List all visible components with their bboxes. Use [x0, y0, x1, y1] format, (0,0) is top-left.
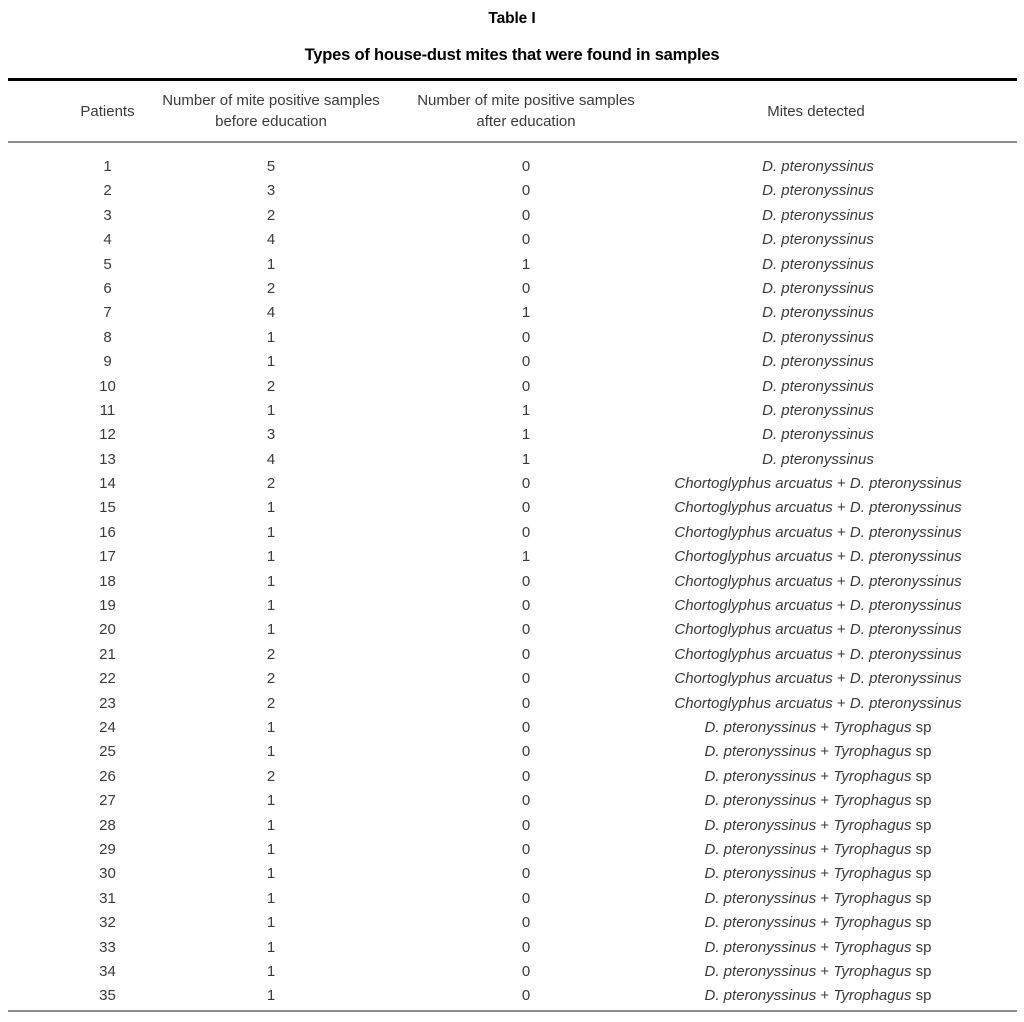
mite-species-primary: Chortoglyphus arcuatus	[674, 475, 833, 493]
cell-samples-after: 0	[521, 645, 531, 663]
cell-samples-before: 1	[266, 621, 276, 639]
mite-species-primary: D. pteronyssinus	[704, 914, 817, 932]
table-row	[8, 911, 1017, 935]
cell-samples-after: 0	[521, 987, 531, 1005]
table-row	[8, 862, 1017, 886]
cell-mites-detected	[628, 643, 1008, 667]
mite-species-separator: +	[832, 670, 850, 688]
cell-patient-number: 9	[103, 353, 112, 371]
cell-samples-before: 1	[266, 914, 276, 932]
cell-samples-after: 1	[521, 304, 531, 322]
cell-mites-detected	[628, 814, 1008, 838]
cell-samples-before: 1	[266, 865, 276, 883]
mite-species-primary: Chortoglyphus arcuatus	[674, 523, 833, 541]
cell-samples-after: 1	[521, 401, 531, 419]
mite-species-separator: +	[816, 718, 834, 736]
mite-species-primary: Chortoglyphus arcuatus	[674, 645, 833, 663]
cell-samples-before: 5	[266, 158, 276, 175]
cell-samples-after: 0	[521, 231, 531, 249]
mite-species-secondary: Tyrophagus	[833, 962, 912, 980]
cell-samples-after: 0	[521, 670, 531, 688]
mite-species-primary: Chortoglyphus arcuatus	[674, 597, 833, 615]
mite-species-primary: D. pteronyssinus	[704, 792, 817, 810]
table-header-rule	[8, 141, 1017, 143]
mite-species-primary: D. pteronyssinus	[704, 840, 817, 858]
table-caption: Types of house-dust mites that were found in samples	[304, 46, 720, 64]
mite-species-separator: +	[816, 816, 834, 834]
table-row	[8, 204, 1017, 228]
mite-species-qualifier: sp	[911, 767, 932, 785]
cell-mites-detected	[628, 740, 1008, 764]
mite-species-primary: Chortoglyphus arcuatus	[674, 670, 833, 688]
cell-samples-before: 2	[266, 475, 276, 493]
cell-mites-detected	[628, 667, 1008, 691]
cell-mites-detected	[628, 301, 1008, 325]
mite-species-separator: +	[832, 499, 850, 517]
mite-species-qualifier: sp	[911, 914, 932, 932]
table-row	[8, 326, 1017, 350]
table-row	[8, 350, 1017, 374]
table-row	[8, 594, 1017, 618]
cell-patient-number: 20	[99, 621, 116, 639]
mite-species-separator: +	[832, 621, 850, 639]
column-header-before-line2: before education	[215, 113, 327, 130]
mite-species-secondary: Tyrophagus	[833, 987, 912, 1005]
mite-species-primary: D. pteronyssinus	[762, 401, 874, 419]
cell-patient-number: 19	[99, 597, 116, 615]
table-row	[8, 789, 1017, 813]
cell-samples-before: 1	[266, 597, 276, 615]
cell-mites-detected	[628, 618, 1008, 642]
cell-samples-before: 2	[266, 694, 276, 712]
cell-patient-number: 32	[99, 914, 116, 932]
table-row	[8, 301, 1017, 325]
mite-species-separator: +	[832, 548, 850, 566]
cell-patient-number: 24	[99, 718, 116, 736]
cell-mites-detected	[628, 228, 1008, 252]
cell-samples-after: 0	[521, 475, 531, 493]
mite-species-qualifier: sp	[911, 938, 932, 956]
cell-patient-number: 10	[99, 377, 116, 395]
cell-samples-before: 4	[266, 304, 276, 322]
cell-samples-before: 2	[266, 377, 276, 395]
cell-samples-before: 1	[266, 255, 276, 273]
mite-species-primary: D. pteronyssinus	[762, 450, 874, 468]
table-row	[8, 740, 1017, 764]
mite-species-primary: D. pteronyssinus	[762, 377, 874, 395]
cell-mites-detected	[628, 350, 1008, 374]
mite-species-qualifier: sp	[911, 962, 932, 980]
cell-samples-after: 0	[521, 279, 531, 297]
cell-mites-detected	[628, 253, 1008, 277]
cell-samples-after: 0	[521, 206, 531, 224]
cell-samples-before: 1	[266, 840, 276, 858]
table-row	[8, 643, 1017, 667]
cell-samples-after: 0	[521, 328, 531, 346]
column-header-before-education	[146, 90, 396, 132]
cell-samples-after: 0	[521, 889, 531, 907]
cell-patient-number: 2	[103, 182, 112, 200]
mite-species-primary: D. pteronyssinus	[704, 767, 817, 785]
table-row	[8, 667, 1017, 691]
table-number-label: Table I	[488, 10, 536, 27]
mite-species-separator: +	[816, 987, 834, 1005]
table-row	[8, 765, 1017, 789]
cell-samples-after: 0	[521, 840, 531, 858]
cell-samples-after: 0	[521, 938, 531, 956]
cell-mites-detected	[628, 862, 1008, 886]
cell-samples-after: 0	[521, 767, 531, 785]
cell-samples-before: 1	[266, 353, 276, 371]
mite-species-secondary: Tyrophagus	[833, 767, 912, 785]
mite-species-secondary: D. pteronyssinus	[849, 548, 962, 566]
table-row	[8, 570, 1017, 594]
mite-species-secondary: D. pteronyssinus	[849, 694, 962, 712]
mite-species-separator: +	[832, 597, 850, 615]
cell-samples-after: 0	[521, 816, 531, 834]
cell-patient-number: 29	[99, 840, 116, 858]
mite-species-primary: Chortoglyphus arcuatus	[674, 694, 833, 712]
mite-species-primary: D. pteronyssinus	[704, 889, 817, 907]
cell-mites-detected	[628, 204, 1008, 228]
mite-species-secondary: Tyrophagus	[833, 865, 912, 883]
cell-patient-number: 18	[99, 572, 116, 590]
cell-patient-number: 31	[99, 889, 116, 907]
table-bottom-rule	[8, 1010, 1017, 1012]
cell-samples-after: 0	[521, 792, 531, 810]
cell-patient-number: 21	[99, 645, 116, 663]
cell-mites-detected	[628, 936, 1008, 960]
table-row	[8, 375, 1017, 399]
cell-samples-after: 0	[521, 743, 531, 761]
cell-samples-after: 0	[521, 597, 531, 615]
mite-species-secondary: D. pteronyssinus	[849, 670, 962, 688]
mite-species-separator: +	[816, 914, 834, 932]
mite-species-secondary: Tyrophagus	[833, 718, 912, 736]
mite-species-primary: Chortoglyphus arcuatus	[674, 548, 833, 566]
cell-samples-before: 2	[266, 670, 276, 688]
table-row	[8, 545, 1017, 569]
mite-species-primary: D. pteronyssinus	[704, 938, 817, 956]
mite-species-separator: +	[816, 840, 834, 858]
mite-species-separator: +	[816, 865, 834, 883]
cell-patient-number: 26	[99, 767, 116, 785]
mite-species-primary: Chortoglyphus arcuatus	[674, 572, 833, 590]
cell-samples-before: 2	[266, 767, 276, 785]
mite-species-secondary: Tyrophagus	[833, 889, 912, 907]
cell-mites-detected	[628, 545, 1008, 569]
cell-patient-number: 1	[103, 158, 112, 175]
cell-patient-number: 14	[99, 475, 116, 493]
column-header-after-education	[401, 90, 651, 132]
table-row	[8, 618, 1017, 642]
mite-species-primary: D. pteronyssinus	[762, 206, 874, 224]
cell-mites-detected	[628, 570, 1008, 594]
cell-samples-before: 4	[266, 231, 276, 249]
mite-species-separator: +	[816, 889, 834, 907]
cell-samples-after: 0	[521, 353, 531, 371]
mite-species-primary: D. pteronyssinus	[762, 255, 874, 273]
mite-species-primary: D. pteronyssinus	[704, 865, 817, 883]
mite-species-primary: D. pteronyssinus	[762, 182, 874, 200]
column-header-before-line1: Number of mite positive samples	[162, 92, 380, 109]
cell-mites-detected	[628, 375, 1008, 399]
table-body	[8, 155, 1017, 1009]
cell-patient-number: 27	[99, 792, 116, 810]
cell-mites-detected	[628, 911, 1008, 935]
mite-species-secondary: Tyrophagus	[833, 792, 912, 810]
cell-samples-before: 2	[266, 206, 276, 224]
cell-patient-number: 35	[99, 987, 116, 1005]
cell-patient-number: 17	[99, 548, 116, 566]
mite-species-secondary: Tyrophagus	[833, 938, 912, 956]
cell-mites-detected	[628, 789, 1008, 813]
column-header-after-line2: after education	[476, 113, 576, 130]
cell-patient-number: 23	[99, 694, 116, 712]
cell-patient-number: 4	[103, 231, 112, 249]
table-row	[8, 814, 1017, 838]
cell-samples-after: 1	[521, 548, 531, 566]
table-row	[8, 936, 1017, 960]
cell-mites-detected	[628, 984, 1008, 1008]
cell-samples-before: 1	[266, 548, 276, 566]
mite-species-primary: D. pteronyssinus	[762, 328, 874, 346]
cell-samples-after: 0	[521, 718, 531, 736]
cell-patient-number: 25	[99, 743, 116, 761]
mite-species-separator: +	[816, 767, 834, 785]
table-row	[8, 838, 1017, 862]
cell-samples-before: 1	[266, 962, 276, 980]
cell-mites-detected	[628, 277, 1008, 301]
mite-species-primary: D. pteronyssinus	[762, 353, 874, 371]
table-row	[8, 179, 1017, 203]
cell-samples-before: 2	[266, 645, 276, 663]
cell-samples-before: 3	[266, 182, 276, 200]
cell-samples-before: 1	[266, 987, 276, 1005]
table-row	[8, 277, 1017, 301]
mite-species-secondary: Tyrophagus	[833, 816, 912, 834]
cell-patient-number: 16	[99, 523, 116, 541]
mite-species-separator: +	[816, 962, 834, 980]
mite-species-primary: D. pteronyssinus	[762, 426, 874, 444]
cell-patient-number: 12	[99, 426, 116, 444]
cell-samples-after: 1	[521, 426, 531, 444]
cell-samples-after: 0	[521, 865, 531, 883]
cell-patient-number: 6	[103, 279, 112, 297]
cell-samples-before: 2	[266, 279, 276, 297]
column-header-after-line1: Number of mite positive samples	[417, 92, 635, 109]
cell-samples-after: 0	[521, 158, 531, 175]
table-row	[8, 521, 1017, 545]
mite-species-secondary: D. pteronyssinus	[849, 475, 962, 493]
table-top-rule	[8, 78, 1017, 81]
mite-species-qualifier: sp	[911, 865, 932, 883]
cell-patient-number: 8	[103, 328, 112, 346]
cell-mites-detected	[628, 423, 1008, 447]
mite-species-qualifier: sp	[911, 889, 932, 907]
cell-mites-detected	[628, 765, 1008, 789]
cell-patient-number: 7	[103, 304, 112, 322]
cell-samples-before: 4	[266, 450, 276, 468]
cell-mites-detected	[628, 448, 1008, 472]
cell-mites-detected	[628, 838, 1008, 862]
mite-species-separator: +	[816, 792, 834, 810]
mite-species-separator: +	[816, 938, 834, 956]
cell-patient-number: 15	[99, 499, 116, 517]
table-row	[8, 496, 1017, 520]
cell-samples-after: 1	[521, 255, 531, 273]
cell-patient-number: 13	[99, 450, 116, 468]
table-row	[8, 984, 1017, 1008]
cell-samples-before: 1	[266, 401, 276, 419]
cell-patient-number: 34	[99, 962, 116, 980]
cell-samples-after: 0	[521, 694, 531, 712]
mite-species-secondary: Tyrophagus	[833, 914, 912, 932]
mite-species-secondary: D. pteronyssinus	[849, 645, 962, 663]
cell-mites-detected	[628, 326, 1008, 350]
cell-mites-detected	[628, 155, 1008, 179]
mite-species-separator: +	[832, 645, 850, 663]
cell-samples-before: 1	[266, 938, 276, 956]
mite-species-secondary: Tyrophagus	[833, 743, 912, 761]
mite-species-separator: +	[816, 743, 834, 761]
table-header-row	[8, 90, 1017, 140]
cell-mites-detected	[628, 887, 1008, 911]
cell-samples-before: 1	[266, 743, 276, 761]
cell-samples-before: 1	[266, 792, 276, 810]
cell-patient-number: 28	[99, 816, 116, 834]
mite-species-primary: D. pteronyssinus	[704, 987, 817, 1005]
cell-samples-before: 1	[266, 328, 276, 346]
cell-samples-after: 0	[521, 377, 531, 395]
column-header-patients: Patients	[80, 103, 135, 120]
table-row	[8, 448, 1017, 472]
cell-patient-number: 30	[99, 865, 116, 883]
cell-samples-after: 1	[521, 450, 531, 468]
mite-species-secondary: D. pteronyssinus	[849, 572, 962, 590]
cell-samples-before: 1	[266, 523, 276, 541]
mite-species-primary: D. pteronyssinus	[762, 304, 874, 322]
mite-species-primary: D. pteronyssinus	[762, 279, 874, 297]
cell-patient-number: 22	[99, 670, 116, 688]
mite-species-qualifier: sp	[911, 987, 932, 1005]
cell-samples-before: 1	[266, 718, 276, 736]
mite-species-secondary: D. pteronyssinus	[849, 499, 962, 517]
mite-species-separator: +	[832, 523, 850, 541]
mite-species-qualifier: sp	[911, 792, 932, 810]
cell-mites-detected	[628, 521, 1008, 545]
cell-mites-detected	[628, 716, 1008, 740]
mite-species-separator: +	[832, 572, 850, 590]
cell-mites-detected	[628, 960, 1008, 984]
mite-species-primary: D. pteronyssinus	[704, 816, 817, 834]
table-row	[8, 716, 1017, 740]
mite-species-primary: D. pteronyssinus	[704, 718, 817, 736]
cell-mites-detected	[628, 472, 1008, 496]
cell-patient-number: 33	[99, 938, 116, 956]
table-row	[8, 960, 1017, 984]
cell-samples-after: 0	[521, 572, 531, 590]
table-row	[8, 692, 1017, 716]
table-row	[8, 423, 1017, 447]
mite-species-separator: +	[832, 475, 850, 493]
cell-samples-before: 1	[266, 499, 276, 517]
table-row	[8, 472, 1017, 496]
cell-mites-detected	[628, 179, 1008, 203]
mite-species-qualifier: sp	[911, 840, 932, 858]
mite-species-primary: Chortoglyphus arcuatus	[674, 621, 833, 639]
mite-species-primary: Chortoglyphus arcuatus	[674, 499, 833, 517]
mite-species-qualifier: sp	[911, 743, 932, 761]
cell-mites-detected	[628, 496, 1008, 520]
mite-species-primary: D. pteronyssinus	[704, 743, 817, 761]
mite-species-secondary: D. pteronyssinus	[849, 621, 962, 639]
cell-samples-before: 1	[266, 889, 276, 907]
mite-species-secondary: Tyrophagus	[833, 840, 912, 858]
mite-species-secondary: D. pteronyssinus	[849, 597, 962, 615]
cell-samples-after: 0	[521, 621, 531, 639]
cell-mites-detected	[628, 594, 1008, 618]
mite-species-separator: +	[832, 694, 850, 712]
cell-samples-after: 0	[521, 962, 531, 980]
table-row	[8, 155, 1017, 179]
cell-patient-number: 5	[103, 255, 112, 273]
cell-samples-after: 0	[521, 914, 531, 932]
mite-species-primary: D. pteronyssinus	[762, 158, 874, 175]
table-row	[8, 253, 1017, 277]
column-header-mites-detected: Mites detected	[767, 103, 865, 120]
cell-mites-detected	[628, 692, 1008, 716]
table-row	[8, 228, 1017, 252]
cell-patient-number: 3	[103, 206, 112, 224]
cell-samples-after: 0	[521, 182, 531, 200]
cell-samples-before: 1	[266, 816, 276, 834]
mite-species-secondary: D. pteronyssinus	[849, 523, 962, 541]
cell-samples-before: 3	[266, 426, 276, 444]
table-row	[8, 399, 1017, 423]
table-row	[8, 887, 1017, 911]
cell-patient-number: 11	[99, 401, 116, 419]
cell-samples-after: 0	[521, 499, 531, 517]
mite-species-primary: D. pteronyssinus	[762, 231, 874, 249]
cell-mites-detected	[628, 399, 1008, 423]
mite-species-qualifier: sp	[911, 718, 932, 736]
mite-species-primary: D. pteronyssinus	[704, 962, 817, 980]
cell-samples-before: 1	[266, 572, 276, 590]
cell-samples-after: 0	[521, 523, 531, 541]
mite-species-qualifier: sp	[911, 816, 932, 834]
